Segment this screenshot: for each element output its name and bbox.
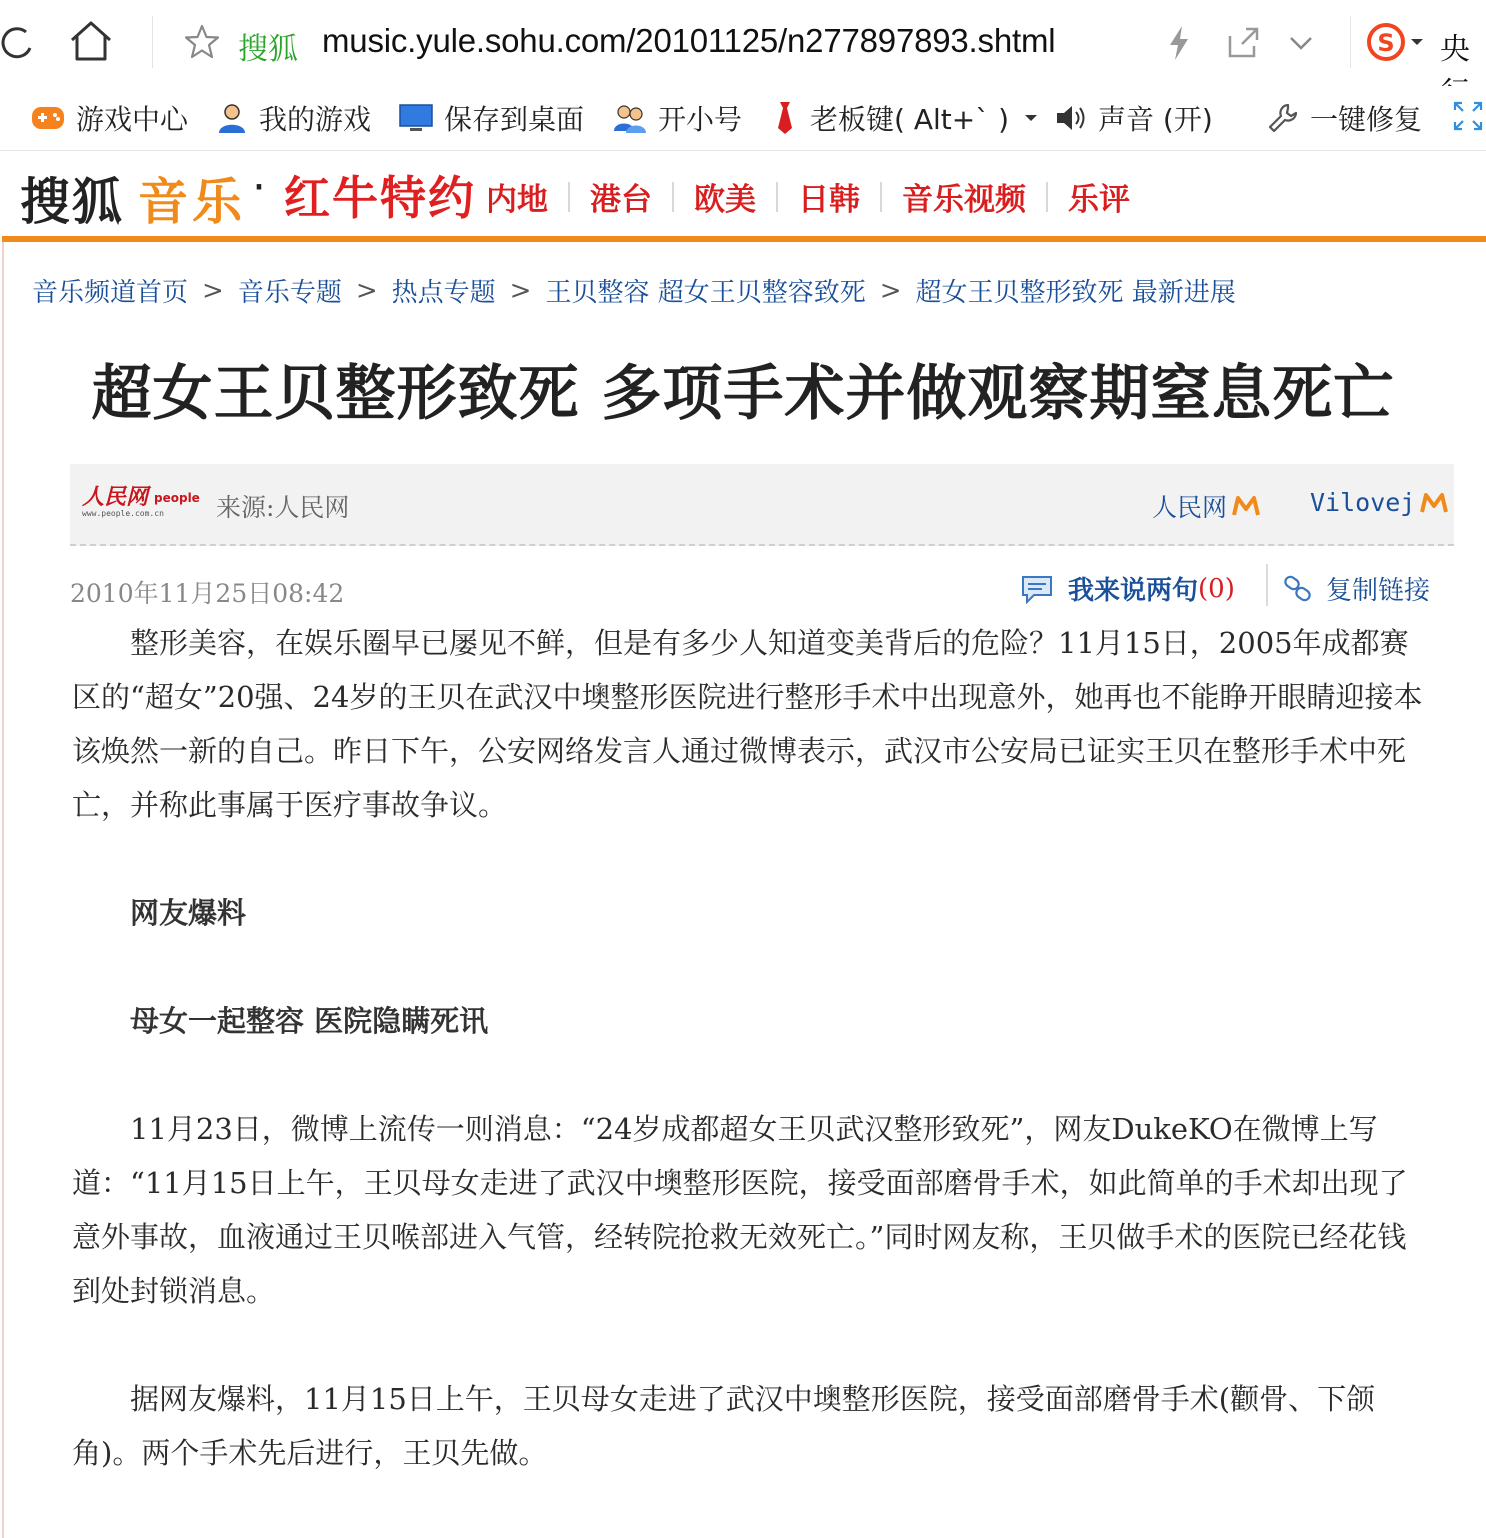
monitor-icon	[398, 102, 434, 134]
article-body	[72, 616, 1428, 1534]
bookmark-game-center[interactable]	[30, 98, 188, 138]
weibo-account-label: Vilovej	[1310, 488, 1416, 517]
source-bar	[70, 464, 1454, 546]
bookmark-save-desktop[interactable]	[398, 98, 584, 138]
site-name-label: 搜狐	[238, 32, 298, 67]
comment-count: (0)	[1198, 573, 1235, 604]
home-icon[interactable]	[66, 18, 116, 64]
bookmark-label: 开小号	[658, 103, 743, 136]
channel-nav	[486, 174, 1130, 219]
nav-link-mainland[interactable]: 内地	[486, 182, 548, 218]
breadcrumb	[32, 272, 1236, 309]
address-bar	[0, 0, 1486, 87]
bookmark-label: 一键修复	[1310, 103, 1423, 136]
weibo-account-label: 人民网	[1152, 493, 1228, 522]
breadcrumb-item[interactable]: 王贝整容 超女王贝整容致死	[545, 278, 866, 308]
tie-icon	[770, 100, 800, 136]
bookmark-sound-toggle[interactable]	[1054, 98, 1213, 138]
svg-text:people: people	[154, 491, 200, 505]
nav-link-reviews[interactable]: 乐评	[1068, 182, 1130, 218]
chevron-down-icon[interactable]	[1286, 30, 1316, 56]
expand-icon[interactable]	[1452, 100, 1484, 132]
music-logo[interactable]: 音乐	[138, 172, 246, 231]
comment-icon	[1020, 574, 1054, 604]
people-daily-logo[interactable]	[80, 480, 204, 520]
toolbar-divider	[1350, 16, 1351, 68]
star-icon[interactable]	[183, 22, 221, 62]
breadcrumb-item[interactable]: 热点专题	[391, 278, 496, 308]
wrench-icon	[1266, 101, 1300, 135]
weibo-link-vilove[interactable]	[1310, 488, 1449, 517]
lightning-icon[interactable]	[1166, 24, 1192, 62]
breadcrumb-item[interactable]: 超女王贝整形致死 最新进展	[915, 278, 1236, 308]
bookmark-label: 声音 (开)	[1098, 103, 1213, 136]
svg-text:人民网: 人民网	[82, 484, 149, 510]
toolbar-divider	[152, 16, 153, 68]
sponsor-logo: 红牛特约	[284, 171, 476, 225]
nav-divider	[568, 182, 570, 212]
nav-link-music-video[interactable]: 音乐视频	[902, 182, 1026, 218]
weibo-m-icon	[1419, 492, 1449, 514]
breadcrumb-separator: >	[202, 275, 224, 306]
nav-divider	[776, 182, 778, 212]
breadcrumb-item[interactable]: 音乐专题	[237, 278, 342, 308]
header-accent-line	[2, 236, 1486, 242]
nav-link-western[interactable]: 欧美	[694, 182, 756, 218]
article-paragraph: 整形美容，在娱乐圈早已屡见不鲜，但是有多少人知道变美背后的危险？11月15日，2005年成都赛区的“超女”20强、24岁的王贝在武汉中墺整形医院进行整形手术中出现意外，她再也不能睁开眼睛迎接本该焕然一新的自己。昨日下午，公安网络发言人通过微博表示，武汉市公安局已证实王贝在整形手术中死亡，并称此事属于医疗事故争议。	[72, 626, 1423, 822]
article-subheading: 母女一起整容 医院隐瞒死讯	[130, 1004, 489, 1038]
search-engine-label[interactable]: 央	[1440, 32, 1470, 67]
bookmark-label: 保存到桌面	[444, 103, 585, 136]
publish-date: 2010年11月25日08:42	[70, 579, 345, 608]
bookmark-open-alt-account[interactable]	[612, 98, 742, 138]
article-paragraph: 11月23日，微博上流传一则消息：“24岁成都超女王贝武汉整形致死”，网友DukeKO在微博上写道：“11月15日上午，王贝母女走进了武汉中墺整形医院，接受面部磨骨手术，如此简单的手术却出现了意外事故，血液通过王贝喉部进入气管，经转院抢救无效死亡。”同时网友称，王贝做手术的医院已经花钱到处封锁消息。	[72, 1112, 1408, 1308]
reload-icon[interactable]	[0, 22, 38, 62]
copy-link-label: 复制链接	[1326, 576, 1431, 606]
bookmark-label: 游戏中心	[76, 103, 189, 136]
breadcrumb-item[interactable]: 音乐频道首页	[32, 278, 189, 308]
breadcrumb-separator: >	[355, 275, 378, 306]
nav-divider	[880, 182, 882, 212]
comment-button[interactable]	[1020, 570, 1235, 607]
breadcrumb-separator: >	[879, 275, 902, 306]
user-icon	[215, 101, 249, 135]
caret-down-icon[interactable]	[1021, 111, 1041, 125]
bookmark-label: 老板键( Alt+` )	[810, 103, 1010, 136]
comment-label: 我来说两句	[1068, 576, 1199, 606]
nav-link-jp-kr[interactable]: 日韩	[798, 182, 860, 218]
weibo-link-people[interactable]	[1152, 488, 1261, 524]
logo-separator: ·	[252, 162, 266, 213]
content-left-border	[2, 242, 4, 1538]
weibo-m-icon	[1231, 495, 1261, 517]
bookmark-label: 我的游戏	[259, 103, 372, 136]
article-paragraph: 据网友爆料，11月15日上午，王贝母女走进了武汉中墺整形医院，接受面部磨骨手术(颧骨、下颌角)。两个手术先后进行，王贝先做。	[72, 1382, 1376, 1470]
nav-divider	[672, 182, 674, 212]
bookmark-my-games[interactable]	[215, 98, 371, 138]
bookmarks-bar	[0, 86, 1486, 151]
toolbar-divider	[1266, 564, 1268, 606]
article-title: 超女王贝整形致死 多项手术并做观察期窒息死亡	[91, 359, 1395, 429]
site-header	[0, 152, 1486, 240]
users-icon	[612, 101, 648, 135]
nav-divider	[1046, 182, 1048, 212]
nav-link-hk-tw[interactable]: 港台	[590, 182, 652, 218]
sogou-search-icon[interactable]	[1366, 22, 1426, 62]
copy-link-button[interactable]	[1282, 570, 1430, 607]
sohu-logo[interactable]: 搜狐	[20, 172, 124, 231]
breadcrumb-separator: >	[509, 275, 532, 306]
url-input[interactable]: music.yule.sohu.com/20101125/n277897893.shtml	[322, 22, 1056, 59]
bookmark-boss-key[interactable]	[770, 98, 1051, 138]
bookmark-one-key-repair[interactable]	[1266, 98, 1422, 138]
article-source: 来源:人民网	[216, 493, 350, 522]
share-icon[interactable]	[1224, 24, 1260, 60]
article-subheading: 网友爆料	[130, 896, 247, 930]
gamepad-icon	[30, 103, 66, 133]
svg-text:www.people.com.cn: www.people.com.cn	[82, 509, 164, 518]
link-icon	[1282, 574, 1314, 604]
svg-text:S: S	[1377, 29, 1395, 57]
speaker-icon	[1054, 102, 1088, 134]
